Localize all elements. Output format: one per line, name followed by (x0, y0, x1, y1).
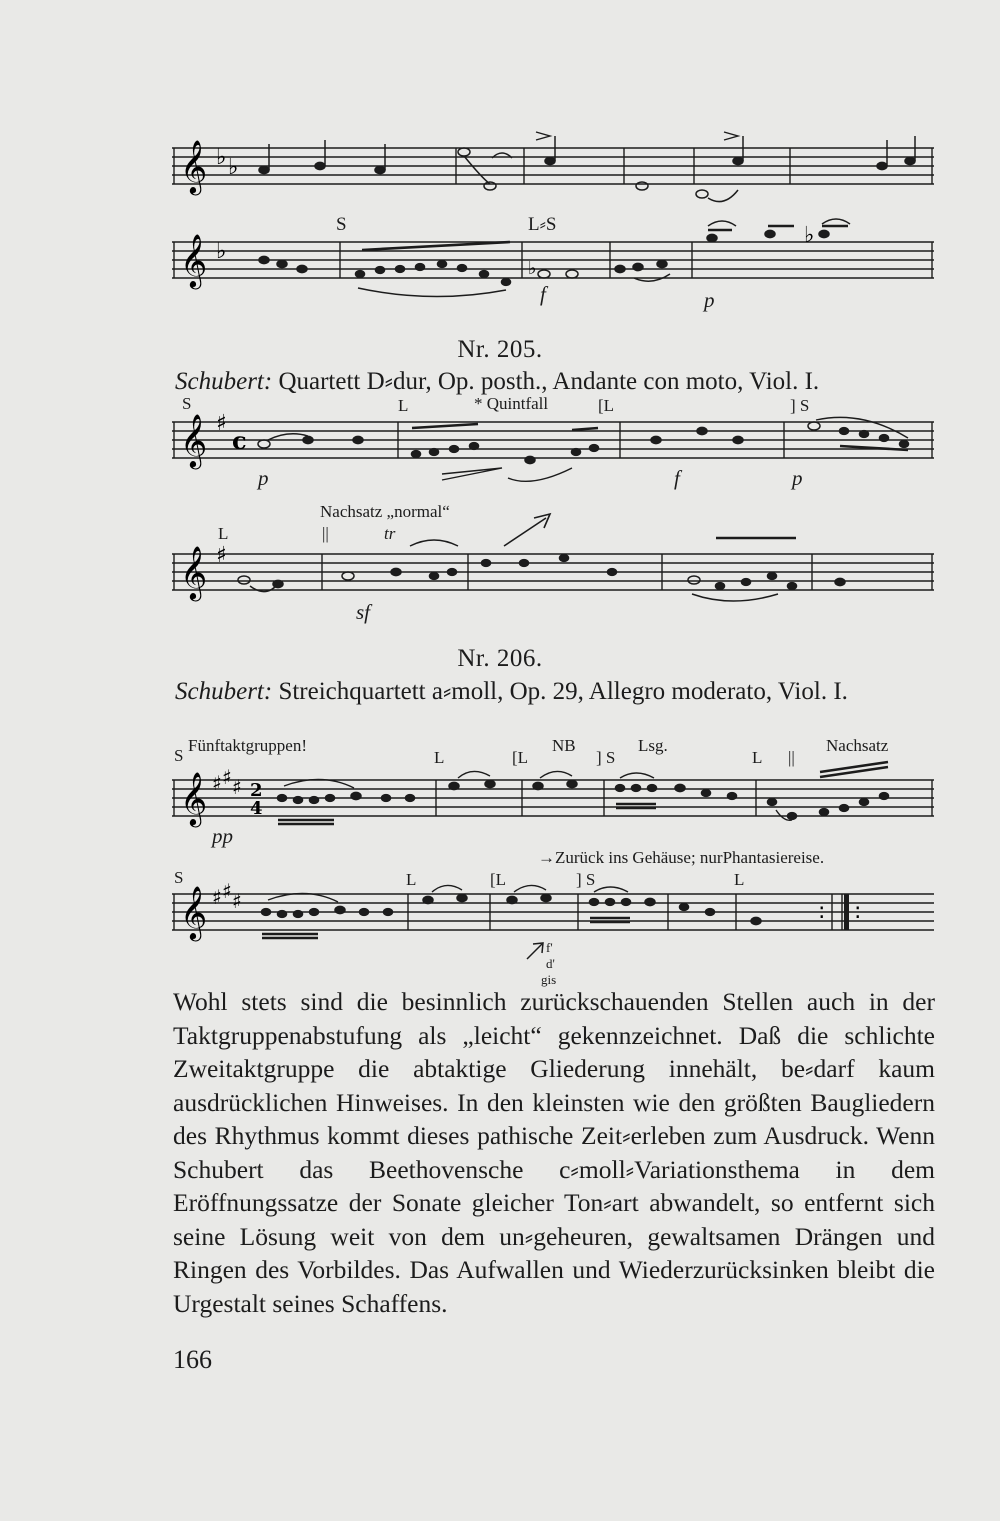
svg-text:♯: ♯ (212, 771, 222, 795)
svg-text:c: c (232, 426, 247, 455)
small-arrow-icon (524, 940, 546, 962)
svg-text::: : (854, 899, 862, 924)
label-bar-206: || (788, 748, 795, 767)
label-s: S (336, 214, 347, 235)
svg-text:𝄞: 𝄞 (180, 413, 208, 467)
label-tr: tr (384, 524, 396, 543)
music-staff-top-1 (172, 128, 934, 208)
label-l1-206-2: L (406, 870, 417, 889)
svg-text:𝄞: 𝄞 (180, 233, 208, 287)
label-fuenftaktgruppen: Fünftaktgruppen! (188, 736, 307, 755)
svg-text:♯: ♯ (216, 411, 227, 436)
svg-text:𝄞: 𝄞 (180, 771, 208, 825)
svg-text:♭: ♭ (228, 155, 239, 180)
title-205: Quartett D⸗dur, Op. posth., Andante con moto, Viol. I. (272, 368, 820, 395)
dynamic-p: p (704, 288, 715, 312)
heading-nr-206: Nr. 206. (457, 645, 543, 672)
label-nachsatz-normal: Nachsatz „normal“ (320, 502, 450, 521)
label-l1-206: L (434, 748, 445, 767)
label-l2-206-2: L (734, 870, 745, 889)
label-d-prime: d' (546, 956, 555, 971)
label-lsg: Lsg. (638, 736, 668, 755)
music-staff-206-1 (172, 760, 934, 840)
label-bs-205: ] S (790, 396, 810, 415)
label-l-205-2: L (218, 524, 229, 543)
svg-text:♯: ♯ (212, 885, 222, 909)
svg-text::: : (818, 899, 826, 924)
caption-206 (175, 675, 935, 708)
svg-text:♭: ♭ (528, 258, 537, 279)
label-f-prime: f' (546, 940, 553, 955)
svg-text:♯: ♯ (216, 543, 227, 568)
dynamic-p1-205: p (258, 466, 269, 490)
paragraph-text: Wohl stets sind die besinnlich zurückschauenden Stellen auch in der Taktgruppenabstufung als „leicht“ gekennzeichnet. Daß die schlichte Zweitaktgruppe die abtaktige Gliederung innehält, be⸗darf kaum ausdrücklichen Hinweises. In den kleinsten wie den größten Baugliedern des Rhythmus kommt dieses pathische Zeit⸗erleben zum Ausdruck. Wenn Schubert das Beethovensche c⸗moll⸗Variationsthema in dem Eröffnungssatze der Sonate gleicher Ton⸗art abwandelt, so entfernt sich seine Lösung weit von dem un⸗geheuren, gewaltsamen Drängen und Ringen des Vorbildes. Das Aufwallen und Wiederzurücksinken bleibt die Urgestalt seines Schaffens. (173, 987, 935, 1318)
label-nachsatz-206: Nachsatz (826, 736, 889, 755)
dynamic-f: f (540, 282, 546, 306)
caption-205 (175, 365, 935, 398)
label-l2-206: L (752, 748, 763, 767)
label-nb: NB (552, 736, 576, 755)
music-staff-205-1 (172, 402, 934, 492)
label-s-206: S (174, 746, 184, 765)
staff-lines-svg (172, 128, 934, 208)
svg-text:♯: ♯ (232, 889, 242, 913)
dynamic-pp: pp (212, 824, 233, 848)
composer-205: Schubert: (175, 368, 273, 395)
label-bar-205: || (322, 524, 329, 543)
title-206: Streichquartett a⸗moll, Op. 29, Allegro moderato, Viol. I. (272, 678, 848, 705)
svg-text:♯: ♯ (232, 775, 242, 799)
label-quintfall: * Quintfall (474, 394, 549, 413)
dynamic-p2-205: p (792, 466, 803, 490)
label-bs-206-2: ] S (576, 870, 596, 889)
label-s-205: S (182, 394, 192, 413)
svg-text:♯: ♯ (222, 879, 232, 903)
dynamic-f-205: f (674, 466, 680, 490)
label-bl-205: [L (598, 396, 615, 415)
arrow-icon (500, 510, 556, 550)
dynamic-sf: sf (356, 600, 371, 624)
svg-text:♯: ♯ (222, 765, 232, 789)
svg-text:♭: ♭ (216, 145, 227, 170)
body-paragraph (173, 985, 935, 1320)
label-l-205: L (398, 396, 409, 415)
page-number: 166 (173, 1345, 212, 1374)
staff-lines-206-2 (172, 874, 934, 954)
label-bl-206-2: [L (490, 870, 507, 889)
svg-text:𝄞: 𝄞 (180, 545, 208, 599)
svg-text:2: 2 (250, 780, 263, 801)
label-bs-206: ] S (596, 748, 616, 767)
music-staff-206-2 (172, 874, 934, 954)
svg-text:𝄞: 𝄞 (180, 139, 208, 193)
label-zurueck: →Zurück ins Gehäuse; nurPhantasiereise. (538, 848, 825, 867)
svg-text:4: 4 (250, 798, 263, 819)
svg-text:𝄞: 𝄞 (180, 885, 208, 939)
label-bl-206: [L (512, 748, 529, 767)
label-gis: gis (541, 972, 557, 987)
composer-206: Schubert: (175, 678, 273, 705)
svg-text:♭: ♭ (216, 239, 227, 264)
label-s-206-2: S (174, 868, 184, 887)
staff-lines-206-1 (172, 760, 934, 840)
staff-lines-205-1 (172, 402, 934, 492)
label-ls: L⸗S (528, 214, 557, 235)
svg-text:♭: ♭ (804, 223, 815, 248)
heading-nr-205: Nr. 205. (457, 336, 543, 363)
